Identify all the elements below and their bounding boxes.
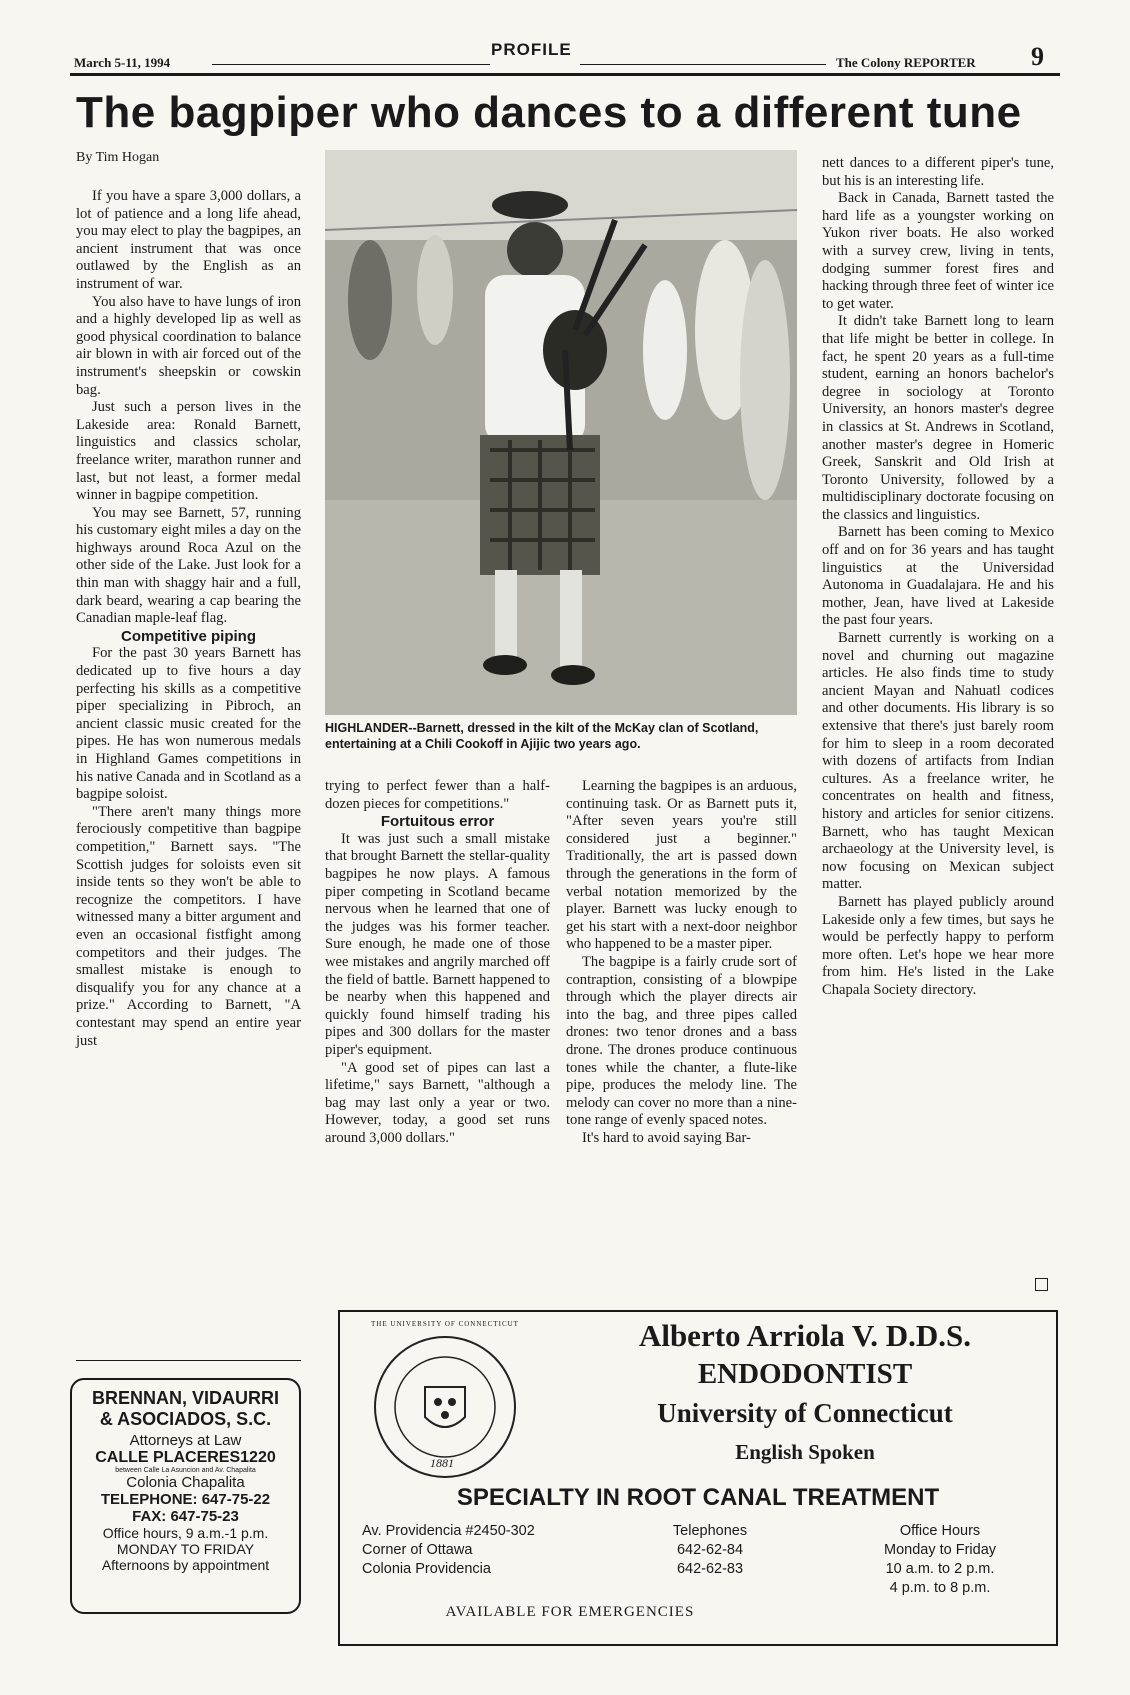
ad-firm-name-1: BRENNAN, VIDAURRI xyxy=(91,1388,279,1408)
photo-caption: HIGHLANDER--Barnett, dressed in the kilt of the McKay clan of Scotland, entertaining at a Chili Cookoff in Ajijic two years ago. xyxy=(325,721,759,751)
address-block xyxy=(362,1522,535,1579)
ad-firm-name-2: & ASOCIADOS, S.C. xyxy=(99,1409,272,1429)
ad-line: Afternoons by appointment xyxy=(101,1557,270,1573)
header-rule-left xyxy=(212,64,490,65)
dentist-school: University of Connecticut xyxy=(657,1398,953,1428)
dentist-title: ENDODONTIST xyxy=(697,1358,913,1390)
paragraph: You also have to have lungs of iron and a highly developed lip as well as good physical coordination to balance air blown in with air forced out of the instrument's sheepskin or cowskin bag. xyxy=(76,293,301,398)
subhead-competitive-piping: Competitive piping xyxy=(121,627,256,645)
paragraph: For the past 30 years Barnett has dedicated up to five hours a day perfecting his skills as a competitive piper specializing in Pibroch, an ancient classic music created for the pipes. He has won numerous medals in Highland Games competitions in his native Canada and in Scotland as a bagpipe soloist. xyxy=(76,645,301,803)
issue-date: March 5-11, 1994 xyxy=(74,55,171,70)
ad-line: between Calle La Asuncion and Av. Chapalita xyxy=(115,1467,256,1474)
paragraph: It's hard to avoid saying Bar- xyxy=(582,1129,751,1146)
telephone-label: Telephones xyxy=(672,1523,748,1539)
ad-line: Attorneys at Law xyxy=(129,1432,242,1449)
ad-line: Colonia Chapalita xyxy=(126,1474,245,1491)
office-hours-block xyxy=(845,1522,1035,1598)
telephone-block xyxy=(640,1522,780,1579)
ad-line: MONDAY TO FRIDAY xyxy=(116,1541,255,1557)
header-thick-rule xyxy=(70,73,1060,76)
address-line: Colonia Providencia xyxy=(362,1561,491,1577)
hours-line: 10 a.m. to 2 p.m. xyxy=(885,1561,995,1577)
paragraph: Barnett has been coming to Mexico off and on for 36 years and has taught linguistics at the Universidad Autonoma in Guadalajara. He and his mother, Jean, have lived at Lakeside the past four years. xyxy=(822,524,1054,629)
paragraph: Barnett has played publicly around Lakeside only a few times, but says he would be perfectly happy to perform more often. Let's hope we hear more from him. He's listed in the Lake Chapala Society directory. xyxy=(822,893,1054,998)
byline: By Tim Hogan xyxy=(76,150,160,165)
article-column-2 xyxy=(325,778,550,1147)
headline: The bagpiper who dances to a different tune xyxy=(76,88,1022,137)
section-title: PROFILE xyxy=(491,40,572,59)
seal-text: THE UNIVERSITY OF CONNECTICUT xyxy=(371,1320,519,1328)
paragraph: nett dances to a different piper's tune, but his is an interesting life. xyxy=(822,155,1054,189)
ad-fax: FAX: 647-75-23 xyxy=(132,1508,239,1525)
paragraph: If you have a spare 3,000 dollars, a lot of patience and a long life ahead, you may elect to play the bagpipes, an ancient instrument that was once outlawed by the English as an instrument of war. xyxy=(76,188,301,292)
dentist-name: Alberto Arriola V. D.D.S. xyxy=(638,1318,972,1353)
hours-label: Office Hours xyxy=(899,1523,981,1539)
paragraph: trying to perfect fewer than a half-dozen pieces for competitions." xyxy=(325,778,550,812)
paragraph: The bagpipe is a fairly crude sort of contraption, consisting of a blowpipe through which the player directs air into the bag, and three pipes called drones: two tenor drones and a bass drone. The drones produce continuous tones while the chanter, a flute-like pipe, produces the melody line. The melody can cover no more than a nine-tone range of evenly spaced notes. xyxy=(566,953,797,1129)
paragraph: Back in Canada, Barnett tasted the hard life as a youngster working on Yukon river boats. He also worked with a survey crew, living in tents, dodging summer forest fires and hacking through three feet of winter ice to get water. xyxy=(822,190,1054,312)
article-column-1 xyxy=(76,188,301,1050)
address-line: Av. Providencia #2450-302 xyxy=(362,1523,535,1539)
address-line: Corner of Ottawa xyxy=(362,1542,473,1558)
newspaper-name: The Colony REPORTER xyxy=(836,55,976,70)
paragraph: Barnett currently is working on a novel and churning out magazine articles. He also finds time to study ancient Mayan and Nahuatl codices and other documents. His library is so extensive that there's just barely room for him to sleep in a room decorated with dozens of artifacts from Indian cultures. As a freelance writer, he concentrates on health and fitness, history and articles for senior citizens. Barnett, who has taught Mexican archaeology at the University level, is now focusing on Mexican subject matter. xyxy=(822,630,1054,893)
header-rule-right xyxy=(580,64,826,65)
article-photo xyxy=(325,150,797,715)
paragraph: It was just such a small mistake that brought Barnett the stellar-quality bagpipes he now plays. A famous piper competing in Scotland became nervous when he learned that one of the judges was his former teacher. Sure enough, he made one of those wee mistakes and angrily marched off the field of battle. Barnett happened to be nearby when this happened and quickly found himself trading his pipes and 300 dollars for the master piper's equipment. xyxy=(325,830,550,1058)
dentist-language: English Spoken xyxy=(735,1440,875,1464)
telephone-number: 642-62-83 xyxy=(676,1561,744,1577)
article-column-4 xyxy=(822,155,1054,1000)
paragraph: Just such a person lives in the Lakeside area: Ronald Barnett, linguistics and classics scholar, freelance writer, marathon runner and last, but not least, a former medal winner in bagpipe competition. xyxy=(76,399,301,504)
end-mark-icon xyxy=(1035,1278,1048,1291)
ad-law-firm xyxy=(70,1378,301,1614)
specialty-line: SPECIALTY IN ROOT CANAL TREATMENT xyxy=(456,1484,940,1511)
bagpiper-photo-illustration xyxy=(325,150,797,715)
ad-line: CALLE PLACERES1220 xyxy=(95,1449,276,1466)
paragraph: "There aren't many things more ferociously competitive than bagpipe competition," Barnett says. "The Scottish judges for soloists even sit inside tents so they won't be able to recognize the competitors. I have witnessed many a bitter argument and even an occasional fistfight among competitors and their judges. The smallest mistake is enough to disqualify you for any chance at a prize." According to Barnett, "A contestant may spend an entire year just xyxy=(76,803,301,1049)
article-column-3 xyxy=(566,778,797,1147)
ad-phone: TELEPHONE: 647-75-22 xyxy=(100,1491,271,1508)
telephone-number: 642-62-84 xyxy=(676,1542,744,1558)
hours-line: 4 p.m. to 8 p.m. xyxy=(889,1580,991,1596)
paragraph: It didn't take Barnett long to learn that life might be better in college. In fact, he spent 20 years as a full-time student, earning an honors bachelor's degree in sociology at Toronto University, an honors master's degree in classics at St. Andrews in Scotland, another master's degree in Homeric Greek, Sanskrit and Old Irish at Toronto University, followed by a multidisciplinary doctorate focusing on the classics and linguistics. xyxy=(822,313,1054,523)
paragraph: "A good set of pipes can last a lifetime," says Barnett, "although a bag may last only a year or two. However, today, a good set runs around 3,000 dollars." xyxy=(325,1059,550,1146)
paragraph: Learning the bagpipes is an arduous, continuing task. Or as Barnett puts it, "After seven years you're still considered just a beginner." Traditionally, the art is passed down through the generations in the form of verbal notation memorized by the player. Barnett was lucky enough to get his start with a next-door neighbor who happened to be a master piper. xyxy=(566,778,797,953)
emergencies-line: AVAILABLE FOR EMERGENCIES xyxy=(445,1604,695,1620)
hours-line: Monday to Friday xyxy=(883,1542,997,1558)
paragraph: You may see Barnett, 57, running his customary eight miles a day on the highways around Roca Azul on the other side of the Lake. Just look for a thin man with shaggy hair and a full, dark beard, wearing a cap bearing the Canadian maple-leaf flag. xyxy=(76,504,301,627)
ad-endodontist xyxy=(338,1310,1058,1646)
ad-line: Office hours, 9 a.m.-1 p.m. xyxy=(102,1525,269,1541)
seal-year: 1881 xyxy=(430,1456,454,1470)
subhead-fortuitous-error: Fortuitous error xyxy=(380,813,495,831)
page-number: 9 xyxy=(1031,42,1044,71)
divider-rule xyxy=(76,1360,301,1361)
